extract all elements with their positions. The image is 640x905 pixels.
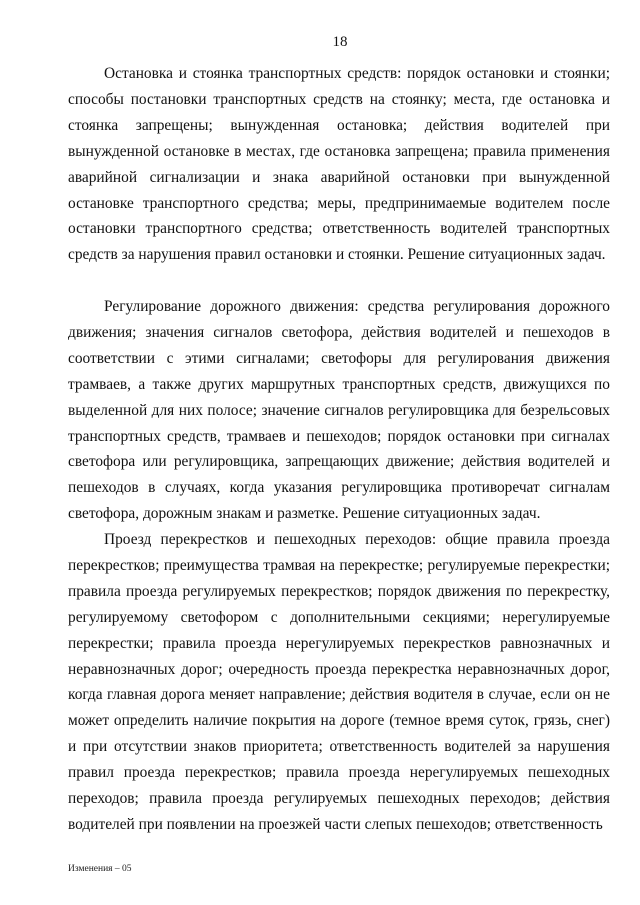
paragraph-traffic-regulation: Регулирование дорожного движения: средства регулирования дорожного движения; значения сигналов светофора, действия водителей и пешеходов в соответствии с этими сигналами; светофоры для регулирования движения трамваев, а также других маршрутных транспортных средств, движущихся по выделенной для них полосе; значение сигналов регулировщика для безрельсовых транспортных средств, трамваев и пешеходов; порядок остановки при сигналах светофора или регулировщика, запрещающих движение; действия водителей и пешеходов в случаях, когда указания регулировщика противоречат сигналам светофора, дорожным знакам и разметке. Решение ситуационных задач.	[68, 298, 610, 523]
footer-revision-note: Изменения – 05	[68, 864, 132, 874]
page-number: 18	[332, 34, 348, 50]
paragraph-intersections: Проезд перекрестков и пешеходных переходов: общие правила проезда перекрестков; преимущества трамвая на перекрестке; регулируемые перекрестки; правила проезда регулируемых перекрестков; порядок движения по перекрестку, регулируемому светофором с дополнительными секциями; нерегулируемые перекрестки; правила проезда нерегулируемых перекрестков равнозначных и неравнозначных дорог; очередность проезда перекрестка неравнозначных дорог, когда главная дорога меняет направление; действия водителя в случае, если он не может определить наличие покрытия на дороге (темное время суток, грязь, снег) и при отсутствии знаков приоритета; ответственность водителей за нарушения правил проезда перекрестков; правила проезда нерегулируемых пешеходных переходов; правила проезда регулируемых пешеходных переходов; действия водителей при появлении на проезжей части слепых пешеходов; ответственность	[68, 531, 610, 833]
paragraph-parking-rules: Остановка и стоянка транспортных средств: порядок остановки и стоянки; способы постановки транспортных средств на стоянку; места, где остановка и стоянка запрещены; вынужденная остановка; действия водителей при вынужденной остановке в местах, где остановка запрещена; правила применения аварийной сигнализации и знака аварийной остановки при вынужденной остановке транспортного средства; меры, предпринимаемые водителем после остановки транспортного средства; ответственность водителей транспортных средств за нарушения правил остановки и стоянки. Решение ситуационных задач.	[68, 65, 610, 264]
